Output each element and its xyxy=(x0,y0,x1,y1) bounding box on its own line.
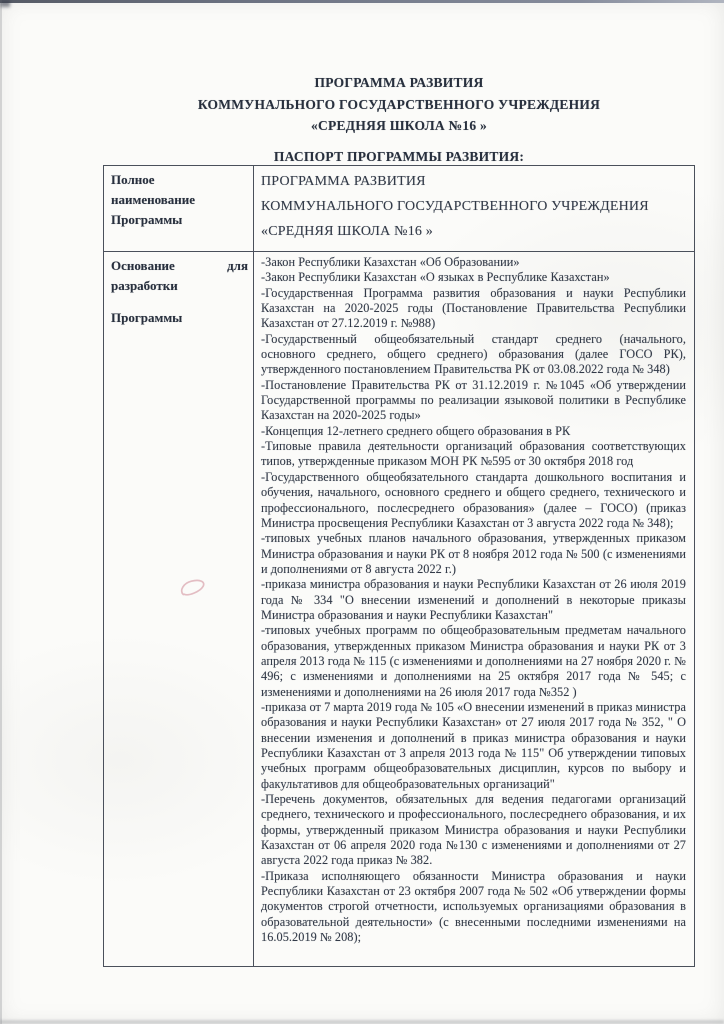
row-label-cell xyxy=(104,252,254,967)
passport-table xyxy=(103,165,695,967)
row-label-line: разработки xyxy=(111,278,178,293)
basis-paragraph: -Концепция 12-летнего среднего общего образования в РК xyxy=(261,423,571,438)
row-label-word: для xyxy=(227,258,248,273)
table-row-basis xyxy=(104,252,695,967)
title-line: «СРЕДНЯЯ ШКОЛА №16 » xyxy=(311,118,487,133)
program-name-line: КОММУНАЛЬНОГО ГОСУДАРСТВЕННОГО УЧРЕЖДЕНИЯ xyxy=(261,199,649,214)
table-row-full-name xyxy=(104,166,695,252)
basis-paragraph: -приказа от 7 марта 2019 года № 105 «О внесении изменений в приказ министра образования и науки Республики Казахстан» от 27 июля 2017 года № 352, " О внесении изменения и дополнений в приказ министра образования и науки Республики Казахстан от 3 апреля 2013 года № 115" Об утверждении типовых учебных программ общеобразовательных дисциплин, курсов по выбору и факультативов для общеобразовательных организаций" xyxy=(261,699,686,791)
row-label-line: Программы xyxy=(111,310,183,325)
basis-paragraph: -Государственного общеобязательного стандарта дошкольного воспитания и обучения, начального, основного среднего и общего среднего, технического и профессионального, послесреднего образования» (далее – ГОСО) (приказ Министра просвещения Республики Казахстан от 3 августа 2022 года № 348); xyxy=(261,469,686,530)
basis-paragraph: -Постановление Правительства РК от 31.12.2019 г. №1045 «Об утверждении Государственной программы по реализации языковой политики в Республике Казахстан на 2020-2025 годы» xyxy=(261,377,686,423)
row-label-line xyxy=(111,256,248,276)
program-name-line: «СРЕДНЯЯ ШКОЛА №16 » xyxy=(261,224,433,239)
basis-paragraph: -Типовые правила деятельности организаций образования соответствующих типов, утвержденные приказом МОН РК №595 от 30 октября 2018 год xyxy=(261,439,686,469)
document-header xyxy=(103,72,695,165)
row-label-word: Основание xyxy=(111,258,175,273)
basis-paragraph: -типовых учебных планов начального образования, утвержденных приказом Министра образования и науки РК от 8 ноября 2012 года № 500 (с изменениями и дополнениями от 8 августа 2022 г.) xyxy=(261,531,686,576)
program-name-line: ПРОГРАММА РАЗВИТИЯ xyxy=(261,174,426,189)
row-label-line: Полное xyxy=(111,172,155,187)
scan-edge-top xyxy=(0,0,724,3)
row-label-cell xyxy=(104,166,254,252)
basis-paragraph: -типовых учебных программ по общеобразовательным предметам начального образования, утвержденных приказом Министра образования и науки РК от 3 апреля 2013 года № 115 (с изменениями и дополнениями на 27 ноября 2020 г. № 496; с изменениями и дополнениями на 25 октября 2017 года № 545; с изменениями и дополнениями на 26 июля 2017 года №352 ) xyxy=(261,623,686,699)
basis-paragraph: -Приказа исполняющего обязанности Министра образования и науки Республики Казахстан от 23 октября 2007 года № 502 «Об утверждении формы документов строгой отчетности, используемых организациями образования в образовательной деятельности» (с внесенными последними изменениями на 16.05.2019 № 208); xyxy=(261,868,686,945)
section-heading: ПАСПОРТ ПРОГРАММЫ РАЗВИТИЯ: xyxy=(273,148,525,164)
basis-paragraph: -Государственная Программа развития образования и науки Республики Казахстан на 2020-2025 годы (Постановление Правительства Республики Казахстан от 27.12.2019 г. №988) xyxy=(261,285,686,331)
row-label-line: наименование xyxy=(111,192,196,207)
title-line: КОММУНАЛЬНОГО ГОСУДАРСТВЕННОГО УЧРЕЖДЕНИЯ xyxy=(197,96,601,112)
scan-edge-left xyxy=(0,0,2,1024)
basis-paragraph: -Закон Республики Казахстан «О языках в Республике Казахстан» xyxy=(261,270,610,285)
document-title xyxy=(103,72,695,137)
basis-paragraph: -приказа министра образования и науки Республики Казахстан от 26 июля 2019 года № 334 "О внесении изменений и дополнений в некоторые приказы Министра образования и науки Республики Казахстан" xyxy=(261,577,686,622)
row-label-line: Программы xyxy=(111,212,183,227)
title-line: ПРОГРАММА РАЗВИТИЯ xyxy=(314,75,484,90)
row-value-cell xyxy=(254,166,695,252)
scan-edge-bottom xyxy=(0,1020,724,1024)
basis-paragraph: -Государственный общеобязательный стандарт среднего (начального, основного среднего, общего среднего) образования (далее ГОСО РК), утвержденного постановлением Правительства РК от 03.08.2022 года № 348) xyxy=(261,331,686,377)
row-value-cell xyxy=(254,252,695,967)
basis-paragraph: -Закон Республики Казахстан «Об Образовании» xyxy=(261,255,520,269)
basis-paragraph-list xyxy=(261,255,686,945)
basis-paragraph: -Перечень документов, обязательных для ведения педагогами организаций среднего, технического и профессионального, послесреднего образования, и их формы, утвержденный приказом Министра образования и науки Республики Казахстан от 06 апреля 2020 года №130 с изменениями и дополнениями от 27 августа 2022 года приказ № 382. xyxy=(261,792,686,868)
